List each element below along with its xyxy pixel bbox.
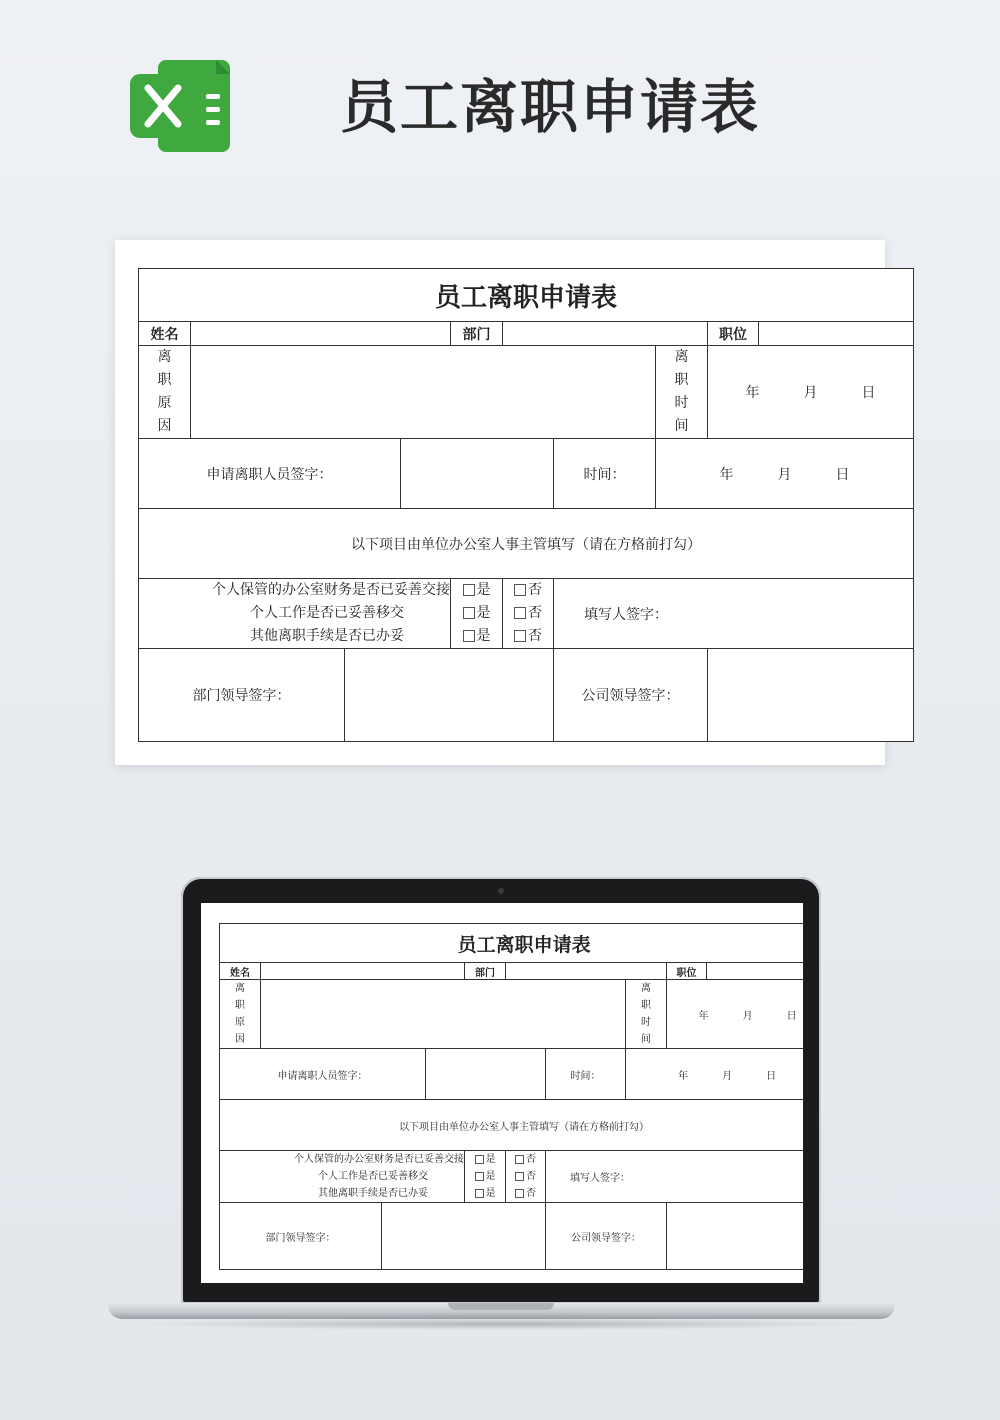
company-leader-sign-label: 公司领导签字： [546,1203,667,1270]
no-checkbox[interactable]: 否 [506,1151,545,1168]
no-checkbox[interactable]: 否 [503,625,553,648]
checkbox-icon [475,1172,484,1181]
reason-label: 离 职 原 因 [220,980,261,1049]
day-label: 日 [786,1010,797,1022]
hr-notice: 以下项目由单位办公室人事主管填写（请在方格前打勾） [220,1100,804,1151]
time-label: 时间： [546,1049,626,1100]
checkbox-icon [463,607,475,619]
no-column [503,579,554,649]
checkbox-icon [475,1155,484,1164]
sign-date-field[interactable] [626,1049,804,1100]
position-field[interactable] [759,322,914,346]
resignation-form [138,268,914,742]
form-title: 员工离职申请表 [139,269,914,322]
resign-date-field[interactable] [708,346,914,439]
checkbox-icon [514,607,526,619]
yes-checkbox[interactable]: 是 [465,1168,505,1185]
question-finance: 个人保管的办公室财务是否已妥善交接 [294,1154,464,1165]
no-checkbox[interactable]: 否 [506,1185,545,1202]
month-label: 月 [803,385,818,401]
excel-icon [130,58,234,154]
dept-leader-sign-field[interactable] [382,1203,546,1270]
company-leader-sign-field[interactable] [708,649,914,742]
resign-date-field[interactable] [667,980,804,1049]
applicant-sign-label: 申请离职人员签字： [220,1049,426,1100]
resign-time-label: 离 职 时 间 [626,980,667,1049]
filler-sign-label: 填写人签字： [584,606,668,623]
yes-checkbox[interactable]: 是 [465,1185,505,1202]
checkbox-icon [475,1189,484,1198]
name-field[interactable] [261,963,465,980]
year-label: 年 [698,1010,709,1022]
filler-sign-field[interactable] [554,579,914,649]
reason-field[interactable] [191,346,656,439]
yes-column [451,579,503,649]
checkbox-icon [463,630,475,642]
year-label: 年 [678,1070,689,1082]
dept-field[interactable] [506,963,667,980]
question-procedures: 其他离职手续是否已办妥 [318,1188,428,1199]
year-label: 年 [719,466,734,483]
dept-leader-sign-label: 部门领导签字： [139,649,345,742]
yes-checkbox[interactable]: 是 [451,579,502,602]
yes-checkbox[interactable]: 是 [465,1151,505,1168]
yes-column [465,1151,506,1203]
name-label: 姓名 [220,963,261,980]
day-label: 日 [835,466,850,483]
page-title: 员工离职申请表 [339,73,760,141]
no-column [506,1151,546,1203]
day-label: 日 [861,385,876,401]
checkbox-icon [515,1172,524,1181]
form-card [115,240,885,765]
no-checkbox[interactable]: 否 [503,602,553,625]
applicant-sign-field[interactable] [426,1049,546,1100]
applicant-sign-field[interactable] [401,439,554,509]
checkbox-icon [515,1189,524,1198]
position-field[interactable] [707,963,804,980]
resign-time-label: 离 职 时 间 [656,346,708,439]
resignation-form-preview [219,923,803,1270]
name-label: 姓名 [139,322,191,346]
form-title: 员工离职申请表 [220,924,804,963]
company-leader-sign-label: 公司领导签字： [554,649,708,742]
dept-leader-sign-label: 部门领导签字： [220,1203,382,1270]
reason-field[interactable] [261,980,626,1049]
checklist-questions [139,579,451,649]
dept-label: 部门 [465,963,506,980]
checkbox-icon [514,630,526,642]
month-label: 月 [742,1010,753,1022]
filler-sign-label: 填写人签字： [570,1173,630,1184]
question-procedures: 其他离职手续是否已办妥 [250,628,404,644]
laptop-notch [448,1303,554,1310]
year-label: 年 [745,385,760,401]
no-checkbox[interactable]: 否 [503,579,553,602]
reason-label: 离 职 原 因 [139,346,191,439]
camera-icon [498,888,504,894]
time-label: 时间： [554,439,656,509]
day-label: 日 [766,1070,777,1082]
question-work: 个人工作是否已妥善移交 [318,1171,428,1182]
checkbox-icon [514,584,526,596]
dept-leader-sign-field[interactable] [345,649,554,742]
sign-date-field[interactable] [656,439,914,509]
checkbox-icon [463,584,475,596]
company-leader-sign-field[interactable] [667,1203,804,1270]
dept-label: 部门 [451,322,503,346]
month-label: 月 [722,1070,733,1082]
hr-notice: 以下项目由单位办公室人事主管填写（请在方格前打勾） [139,509,914,579]
yes-checkbox[interactable]: 是 [451,602,502,625]
checklist-questions [220,1151,465,1203]
checkbox-icon [515,1155,524,1164]
laptop-shadow [130,1318,875,1330]
laptop-screen [201,903,803,1283]
question-work: 个人工作是否已妥善移交 [250,605,404,621]
yes-checkbox[interactable]: 是 [451,625,502,648]
question-finance: 个人保管的办公室财务是否已妥善交接 [212,582,450,598]
filler-sign-field[interactable] [546,1151,804,1203]
dept-field[interactable] [503,322,708,346]
month-label: 月 [777,466,792,483]
applicant-sign-label: 申请离职人员签字： [139,439,401,509]
position-label: 职位 [708,322,759,346]
position-label: 职位 [667,963,707,980]
no-checkbox[interactable]: 否 [506,1168,545,1185]
name-field[interactable] [191,322,451,346]
